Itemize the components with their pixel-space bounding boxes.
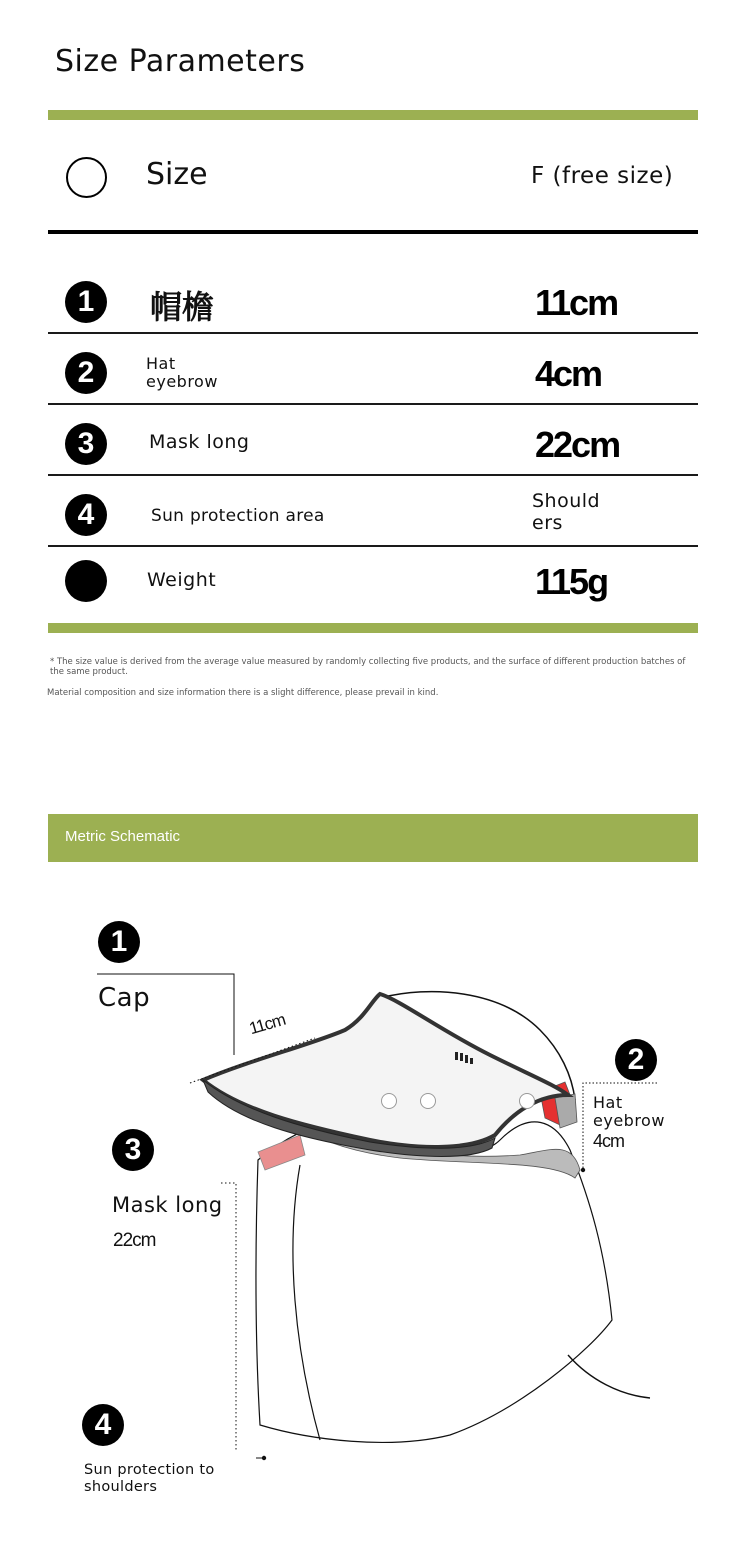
diagram-mask-label: Mask long xyxy=(112,1193,223,1217)
page-title: Size Parameters xyxy=(55,44,306,79)
sun-dot xyxy=(262,1456,266,1460)
row-1-number-badge: 1 xyxy=(65,281,107,323)
snap-button-1 xyxy=(382,1094,397,1109)
row-2-value: 4cm xyxy=(535,353,602,394)
diagram-eyebrow-label-line2: eyebrow xyxy=(593,1111,665,1130)
footnote-1: * The size value is derived from the average value measured by randomly collecting five products, and the surface of different production batches of the same product. xyxy=(50,657,686,677)
snap-button-3 xyxy=(520,1094,535,1109)
row-4-value-line2: ers xyxy=(532,512,563,534)
diagram-sun-label-line1: Sun protection to xyxy=(84,1462,215,1478)
diagram-number-2: 2 xyxy=(615,1039,657,1081)
row-3-number-badge: 3 xyxy=(65,423,107,465)
diagram-sun-label-line2: shoulders xyxy=(84,1479,158,1495)
footnote-2: Material composition and size information there is a slight difference, please prevail in kind. xyxy=(47,688,439,698)
row-5-value: 115g xyxy=(535,561,608,602)
diagram-mask-measure: 22cm xyxy=(113,1230,156,1251)
row-5-label: Weight xyxy=(147,569,217,591)
row-1-value: 11cm xyxy=(535,282,618,323)
row-4-value-line1: Should xyxy=(532,490,601,512)
mask-leader xyxy=(221,1183,236,1452)
size-label: Size xyxy=(146,157,208,192)
row-2-label-line1: Hat xyxy=(146,354,176,373)
row-1-label: 帽檐 xyxy=(150,288,215,326)
eyebrow-dot xyxy=(581,1168,585,1172)
row-2-label-line2: eyebrow xyxy=(146,372,218,391)
diagram-eyebrow-label-line1: Hat xyxy=(593,1093,623,1112)
strap-line xyxy=(568,1355,650,1398)
diagram-number-3: 3 xyxy=(112,1129,154,1171)
row-2-number-badge: 2 xyxy=(65,352,107,394)
diagram-number-1: 1 xyxy=(98,921,140,963)
snap-button-2 xyxy=(421,1094,436,1109)
diagram-number-4: 4 xyxy=(82,1404,124,1446)
size-value: F (free size) xyxy=(531,163,674,189)
metric-schematic-title: Metric Schematic xyxy=(65,828,181,845)
diagram-cap-measure: 11cm xyxy=(247,1009,288,1039)
row-3-value: 22cm xyxy=(535,424,620,465)
diagram-cap-label: Cap xyxy=(98,983,151,1013)
diagram-eyebrow-measure: 4cm xyxy=(593,1131,625,1151)
row-4-label: Sun protection area xyxy=(151,506,325,526)
row-4-number-badge: 4 xyxy=(65,494,107,536)
row-3-label: Mask long xyxy=(149,431,250,453)
